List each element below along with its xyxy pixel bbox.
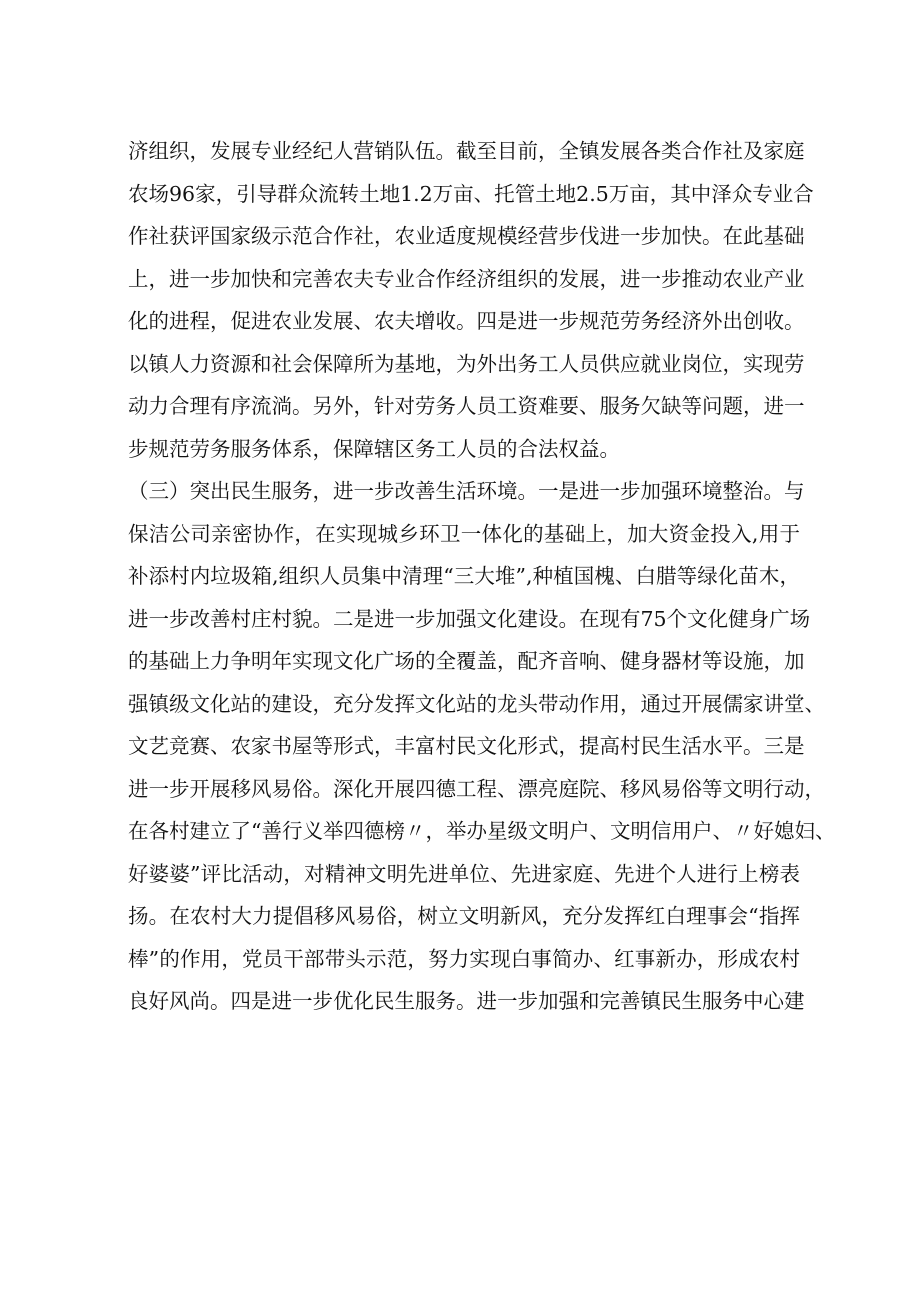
text-line: 保洁公司亲密协作，在实现城乡环卫一体化的基础上，加大资金投入,用于 (128, 521, 800, 546)
text-line: 步规范劳务服务体系，保障辖区务工人员的合法权益。 (128, 436, 620, 461)
text-line: 强镇级文化站的建设，充分发挥文化站的龙头带动作用，通过开展儒家讲堂、 (128, 691, 825, 716)
text-line: 作社获评国家级示范合作社，农业适度规模经营步伐进一步加快。在此基础 (128, 224, 805, 248)
text-line: 补添村内垃圾箱,组织人员集中清理“三大堆”,种植国槐、白腊等绿化苗木， (128, 564, 800, 588)
text-line: 以镇人力资源和社会保障所为基地，为外出务工人员供应就业岗位，实现劳 (128, 351, 805, 376)
text-line: 济组织，发展专业经纪人营销队伍。截至目前，全镇发展各类合作社及家庭 (128, 139, 805, 163)
text-line: 扬。在农村大力提倡移风易俗，树立文明新风，充分发挥红白理事会“指挥 (128, 904, 800, 928)
text-line: 农场96家，引导群众流转土地1.2万亩、托管土地2.5万亩，其中泽众专业合 (128, 181, 814, 206)
text-line: 上，进一步加快和完善农夫专业合作经济组织的发展，进一步推动农业产业 (128, 266, 805, 291)
text-line: 在各村建立了“善行义举四德榜〃，举办星级文明户、文明信用户、〃好媳妇、 (128, 819, 836, 843)
text-line: 化的进程，促进农业发展、农夫增收。四是进一步规范劳务经济外出创收。 (128, 309, 805, 333)
text-line: 进一步改善村庄村貌。二是进一步加强文化建设。在现有75个文化健身广场 (128, 606, 811, 631)
text-line: 进一步开展移风易俗。深化开展四德工程、漂亮庭院、移风易俗等文明行动， (128, 776, 825, 801)
section-heading-line: （三）突出民生服务，进一步改善生活环境。一是进一步加强环境整治。与 (128, 479, 805, 503)
body-text (128, 130, 836, 1023)
text-line: 文艺竞赛、农家书屋等形式，丰富村民文化形式，提高村民生活水平。三是 (128, 734, 805, 758)
text-line: 良好风尚。四是进一步优化民生服务。进一步加强和完善镇民生服务中心建 (128, 989, 805, 1013)
text-line: 棒”的作用，党员干部带头示范，努力实现白事简办、红事新办，形成农村 (128, 946, 800, 971)
text-line: 好婆婆”评比活动，对精神文明先进单位、先进家庭、先进个人进行上榜表 (128, 861, 800, 886)
text-line: 的基础上力争明年实现文化广场的全覆盖，配齐音响、健身器材等设施，加 (128, 649, 805, 673)
text-line: 动力合理有序流淌。另外，针对劳务人员工资难要、服务欠缺等问题，进一 (128, 394, 805, 418)
